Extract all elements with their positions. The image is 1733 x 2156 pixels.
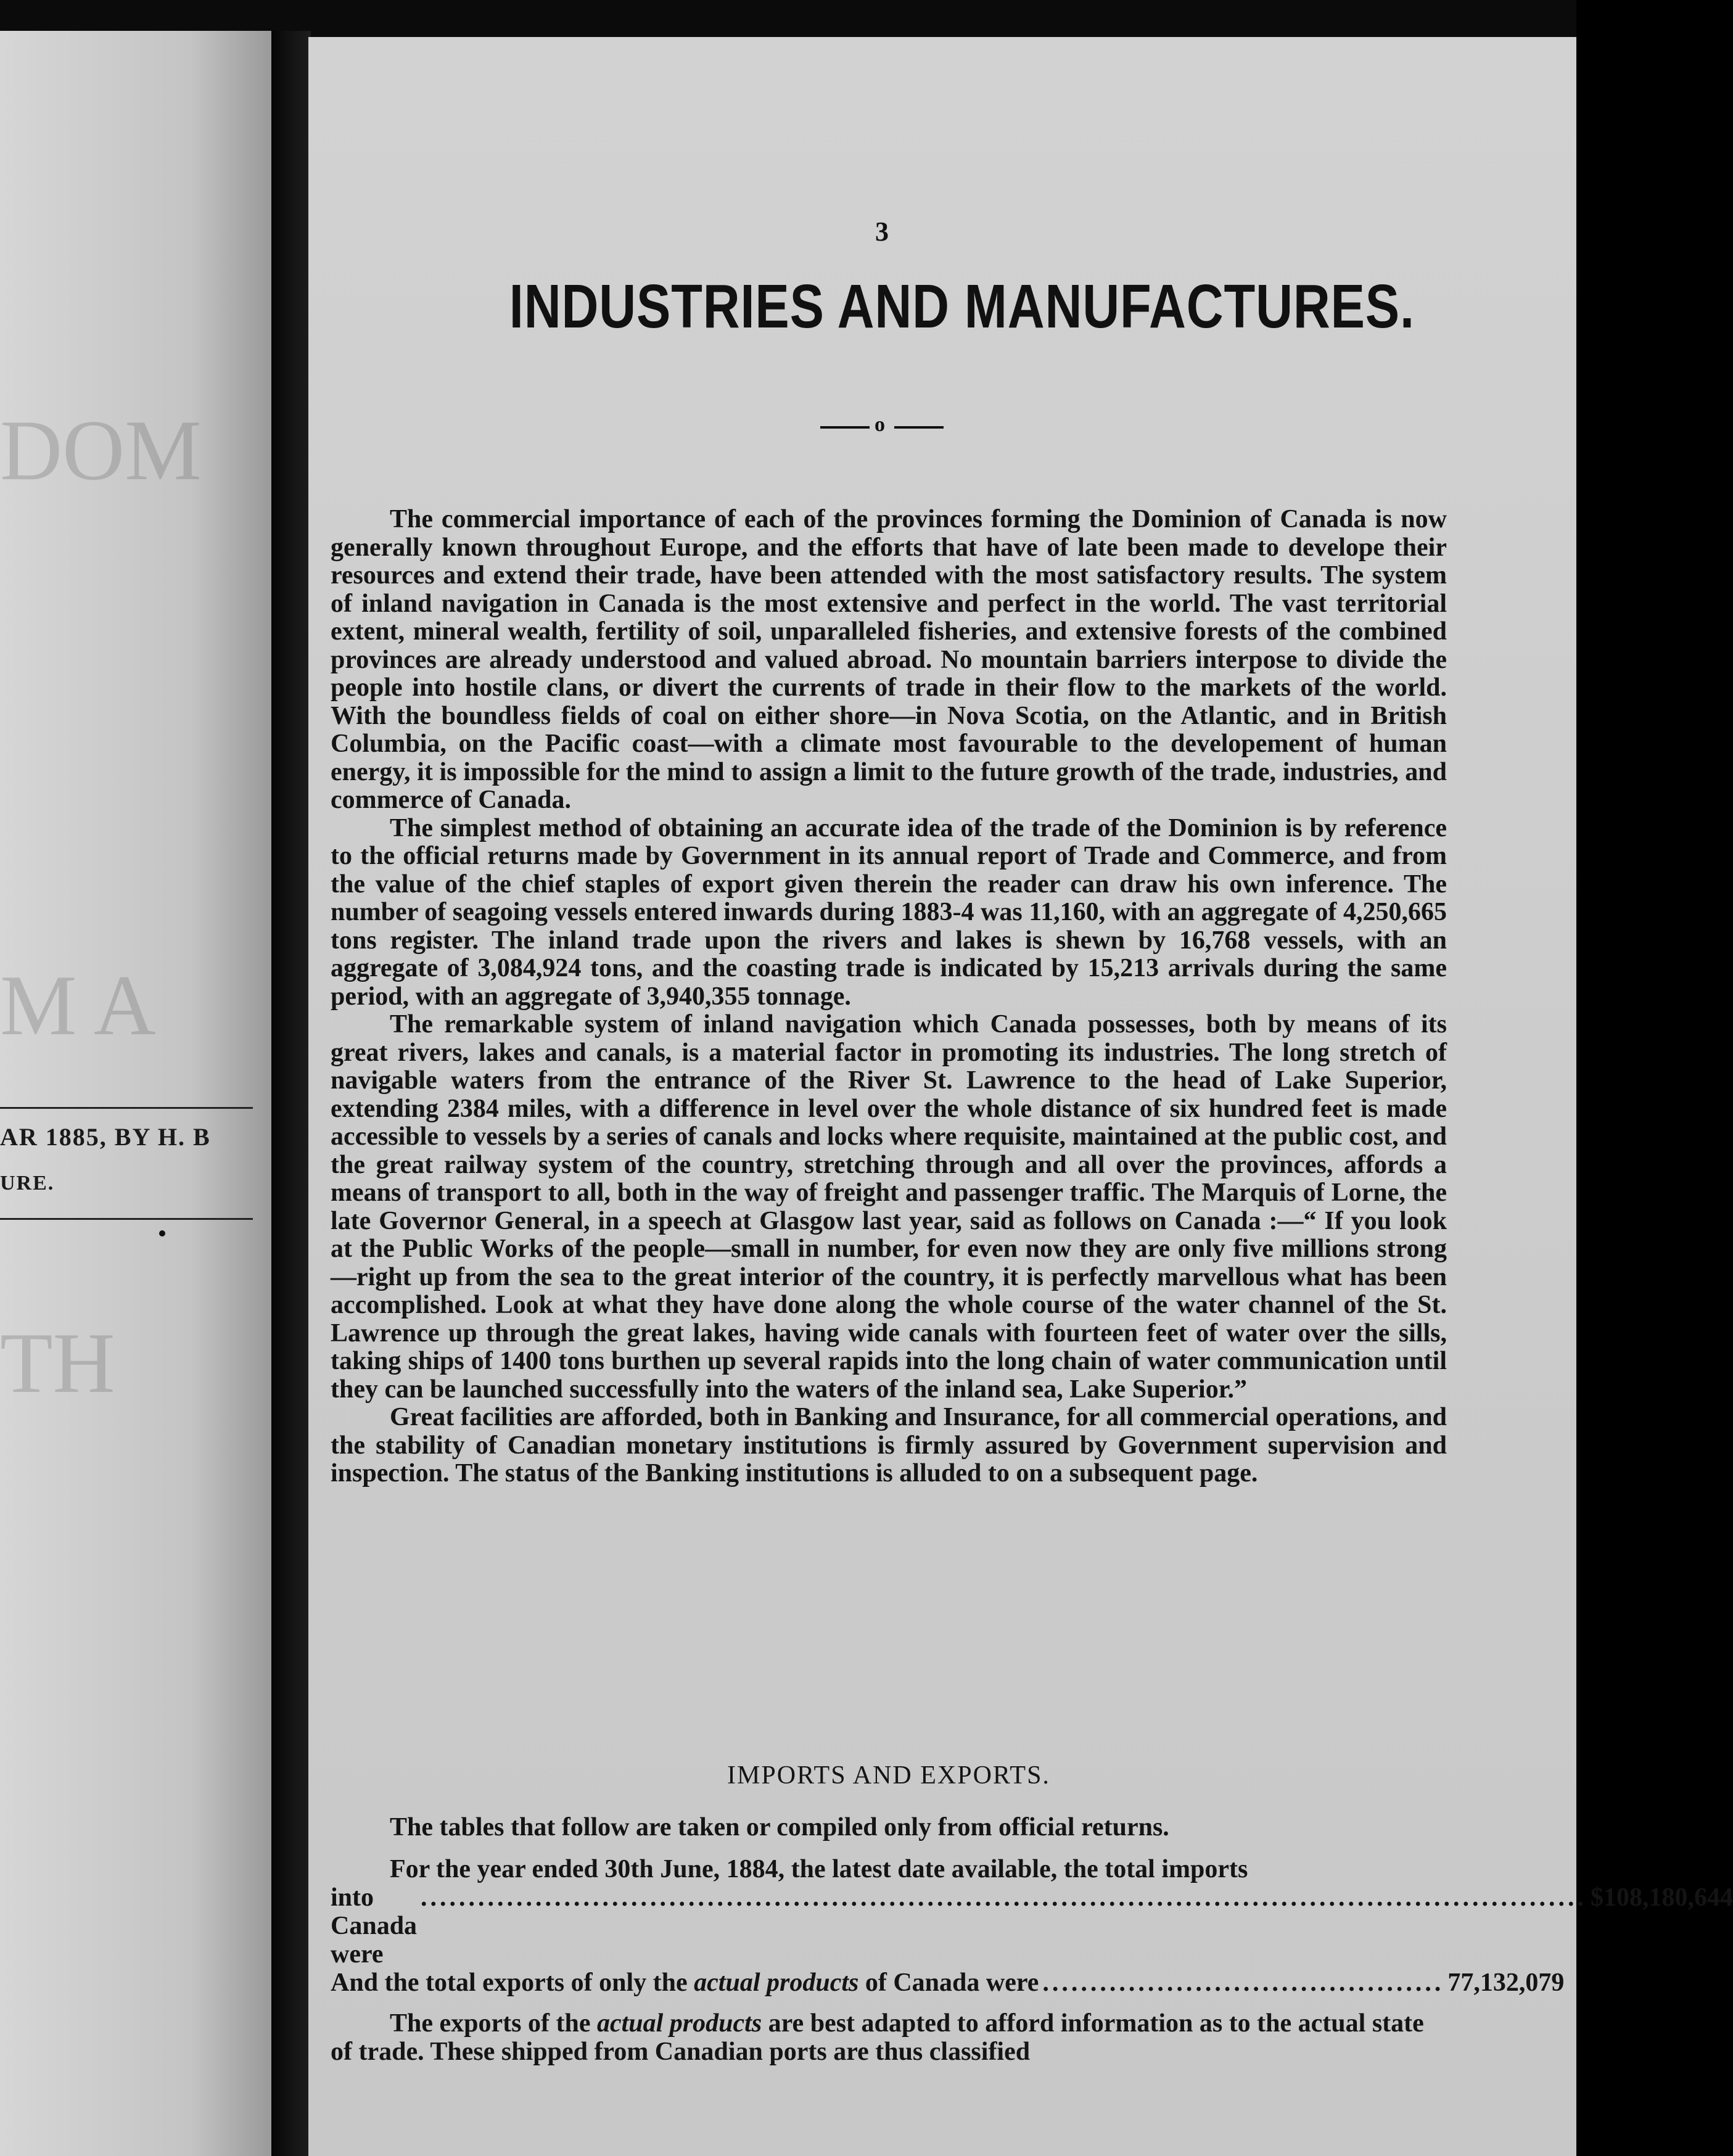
paragraph-simplest-method: The simplest method of obtaining an accurate idea of the trade of the Dominion is by reference to the official returns made by Government in its annual report of Trade and Commerce, and from the value of the chief staples of export given therein the reader can draw his own inference. The number of seagoing vessels entered inwards during 1883-4 was 11,160, with an aggregate of 4,250,665 tons register. The inland trade upon the rivers and lakes is shewn by 16,768 vessels, with an aggregate of 3,084,924 tons, and the coasting trade is indicated by 15,213 arrivals during the same period, with an aggregate of 3,940,355 tonnage. xyxy=(331,813,1447,1011)
leader-dots: .......................................... xyxy=(1042,1969,1444,1997)
left-rule-top xyxy=(0,1107,253,1109)
left-imprint-line-1: AR 1885, BY H. B xyxy=(0,1123,211,1151)
closing-emphasis: actual products xyxy=(596,2009,762,2038)
closing-end: are best adapted to afford information as to the actual state of trade. These shipped from Canadian ports are thus classified xyxy=(331,2009,1424,2066)
book-gutter xyxy=(271,31,311,2156)
paragraph-commercial-importance: The commercial importance of each of the provinces forming the Dominion of Canada is now generally known throughout Europe, and the efforts that have of late been made to develope their resources and extend their trade, have been attended with the most satisfactory results. The system of inland navigation in Canada is the most extensive and perfect in the world. The vast territorial extent, mineral wealth, fertility of soil, unparalleled fisheries, and extensive forests of the combined provinces are already understood and valued abroad. No mountain barriers interpose to divide the people into hostile clans, or divert the currents of trade in their flow to the markets of the world. With the boundless fields of coal on either shore—in Nova Scotia, on the Atlantic, and in British Columbia, on the Pacific coast—with a climate most favourable to the developement of human energy, it is impossible for the mind to assign a limit to the future growth of the trade, industries, and commerce of Canada. xyxy=(331,505,1447,814)
ghost-text-2: M A xyxy=(0,958,156,1053)
closing-start: The exports of the xyxy=(390,2009,591,2038)
exports-emphasis: actual products xyxy=(694,1969,859,1997)
imports-exports-section xyxy=(331,1813,1733,2080)
ink-dot xyxy=(159,1230,165,1236)
ghost-text-1: DOM xyxy=(0,403,202,498)
paragraph-inland-navigation: The remarkable system of inland navigation which Canada possesses, both by means of its great rivers, lakes and canals, is a material factor in promoting its industries. The long stretch of navigable waters from the entrance of the River St. Lawrence to the head of Lake Superior, extending 2384 miles, with a difference in level over the whole distance of six hundred feet is made accessible to vessels by a series of canals and locks where requisite, maintained at the public cost, and the great railway system of the country, stretching through and all over the provinces, affords a means of transport to all, both in the way of freight and passenger traffic. The Marquis of Lorne, the late Governor General, in a speech at Glasgow last year, said as follows on Canada :—“ If you look at the Public Works of the people—small in number, for even now they are only five millions strong—right up from the sea to the great interior of the country, it is perfectly marvellous what has been accomplished. Look at what they have done along the whole course of the water channel of the St. Lawrence up through the great lakes, having wide canals with fourteen feet of water over the sills, taking ships of 1400 tons burthen up several rapids into the long chain of water communication until they can be launched successfully into the waters of the inland sea, Lake Superior.” xyxy=(331,1010,1447,1404)
title-ornament xyxy=(820,413,950,437)
page-number: 3 xyxy=(875,216,889,247)
body-text xyxy=(331,506,1447,1488)
closing-paragraph xyxy=(331,2009,1447,2066)
section-heading: IMPORTS AND EXPORTS. xyxy=(727,1761,1050,1790)
left-facing-page xyxy=(0,31,271,2156)
tables-note: The tables that follow are taken or compiled only from official returns. xyxy=(390,1813,1169,1841)
imports-amount: $108,180,644 xyxy=(1591,1883,1733,1912)
exports-line xyxy=(331,1969,1565,1997)
ornament-rule-left xyxy=(820,426,870,429)
exports-amount: 77,132,079 xyxy=(1447,1969,1565,1997)
leader-dots: .......................................................................................................................... xyxy=(421,1883,1587,1912)
left-imprint-line-2: URE. xyxy=(0,1172,55,1195)
imports-label: into Canada were xyxy=(331,1883,418,1969)
exports-label-end: of Canada were xyxy=(865,1969,1039,1997)
imports-intro: For the year ended 30th June, 1884, the latest date available, the total imports xyxy=(390,1855,1248,1883)
left-rule-bottom xyxy=(0,1218,253,1220)
ghost-text-3: TH xyxy=(0,1315,115,1411)
page-title: INDUSTRIES AND MANUFACTURES. xyxy=(509,272,1415,341)
exports-label xyxy=(331,1969,1039,1997)
ornament-rule-right xyxy=(894,426,944,429)
ornament-glyph: o xyxy=(875,413,885,436)
paragraph-banking: Great facilities are afforded, both in Banking and Insurance, for all commercial operations, and the stability of Canadian monetary institutions is firmly assured by Government supervision and inspection. The status of the Banking institutions is alluded to on a subsequent page. xyxy=(331,1403,1447,1487)
exports-label-start: And the total exports of only the xyxy=(331,1969,688,1997)
imports-line xyxy=(331,1883,1733,1969)
